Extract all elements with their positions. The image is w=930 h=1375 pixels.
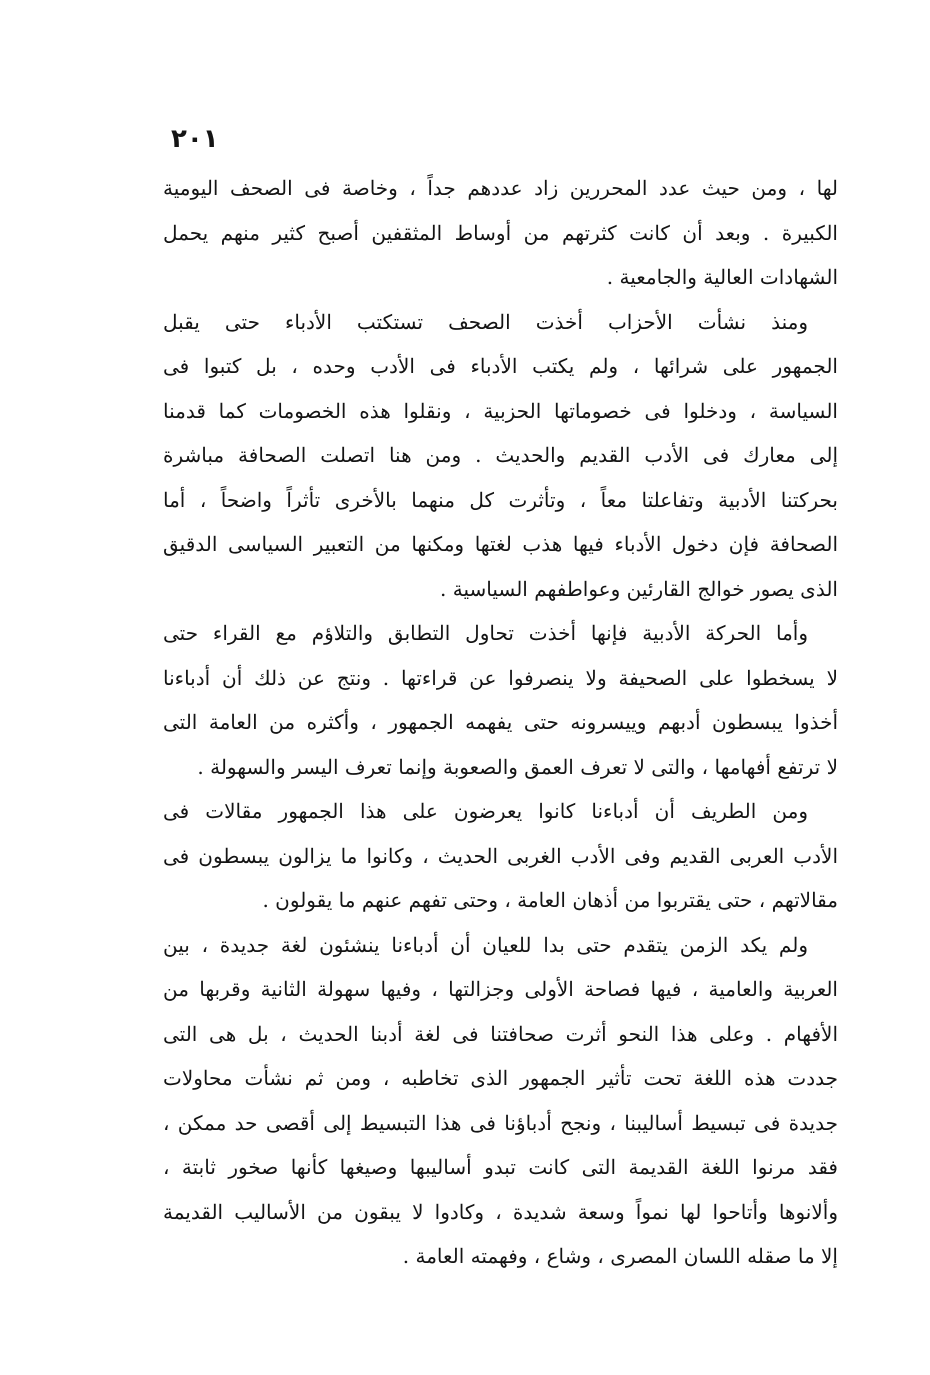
text-line: ومن الطريف أن أدباءنا كانوا يعرضون على هذا الجمهور مقالات فى bbox=[163, 799, 808, 823]
text-line: إلى معارك فى الأدب القديم والحديث . ومن هنا اتصلت الصحافة مباشرة bbox=[163, 443, 838, 467]
paragraph bbox=[163, 300, 838, 612]
text-line: بحركتنا الأدبية وتفاعلتا معاً ، وتأثرت كل منهما بالأخرى تأثراً واضحاً ، أما bbox=[163, 487, 838, 512]
paragraph bbox=[163, 789, 838, 923]
text-line: الأدب العربى القديم وفى الأدب الغربى الحديث ، وكانوا ما يزالون يبسطون فى bbox=[163, 843, 838, 868]
text-line: مقالاتهم ، حتى يقتربوا من أذهان العامة ، وحتى تفهم عنهم ما يقولون . bbox=[262, 888, 838, 912]
paragraph bbox=[163, 923, 838, 1279]
text-line: جديدة فى تبسيط أساليبنا ، ونجح أدباؤنا فى هذا التبسيط إلى أقصى حد ممكن ، bbox=[163, 1110, 838, 1135]
text-line: لا يسخطوا على الصحيفة ولا ينصرفوا عن قراءتها . ونتج عن ذلك أن أدباءنا bbox=[163, 665, 838, 690]
text-line: السياسة ، ودخلوا فى خصوماتها الحزبية ، ونقلوا هذه الخصومات كما قدمنا bbox=[163, 398, 838, 423]
text-line: العربية والعامية ، فيها فصاحة الأولى وجزالتها ، وفيها سهولة الثانية وقربها من bbox=[163, 977, 838, 1001]
text-line: الذى يصور خوالج القارئين وعواطفهم السياسية . bbox=[440, 576, 838, 601]
text-line: ولم يكد الزمن يتقدم حتى بدا للعيان أن أدباءنا ينشئون لغة جديدة ، بين bbox=[163, 932, 808, 957]
text-line: أخذوا يبسطون أدبهم وييسرونه حتى يفهمه الجمهور ، وأكثره من العامة التى bbox=[163, 710, 838, 734]
body-text bbox=[163, 166, 838, 1279]
text-line: الشهادات العالية والجامعية . bbox=[606, 265, 838, 289]
page-number: ٢٠١ bbox=[171, 124, 219, 154]
text-line: لا ترتفع أفهامها ، والتى لا تعرف العمق والصعوبة وإنما تعرف اليسر والسهولة . bbox=[197, 754, 838, 779]
text-line: إلا ما صقله اللسان المصرى ، وشاع ، وفهمته العامة . bbox=[402, 1244, 838, 1268]
text-line: فقد مرنوا اللغة القديمة التى كانت تبدو أساليبها وصيغها كأنها صخور ثابتة ، bbox=[163, 1155, 838, 1179]
text-line: الكبيرة . وبعد أن كانت كثرتهم من أوساط المثقفين أصبح كثير منهم يحمل bbox=[163, 220, 838, 245]
paragraph bbox=[163, 611, 838, 789]
text-line: لها ، ومن حيث عدد المحررين زاد عددهم جداً ، وخاصة فى الصحف اليومية bbox=[163, 176, 838, 200]
text-line: وألانوها وأتاحوا لها نمواً وسعة شديدة ، وكادوا لا يبقون من الأساليب القديمة bbox=[163, 1199, 838, 1224]
text-line: الصحافة فإن دخول الأدباء فيها هذب لغتها ومكنها من التعبير السياسى الدقيق bbox=[163, 532, 838, 556]
text-line: ومنذ نشأت الأحزاب أخذت الصحف تستكتب الأدباء حتى يقبل bbox=[163, 309, 808, 334]
text-line: وأما الحركة الأدبية فإنها أخذت تحاول التطابق والتلاؤم مع القراء حتى bbox=[163, 621, 808, 645]
paragraph bbox=[163, 166, 838, 300]
text-line: الأفهام . وعلى هذا النحو أثرت صحافتنا فى لغة أدبنا الحديث ، بل هى التى bbox=[163, 1021, 838, 1046]
text-line: جددت هذه اللغة تحت تأثير الجمهور الذى تخاطبه ، ومن ثم نشأت محاولات bbox=[163, 1066, 838, 1090]
text-line: الجمهور على شرائها ، ولم يكتب الأدباء فى الأدب وحده ، بل كتبوا فى bbox=[163, 354, 838, 378]
